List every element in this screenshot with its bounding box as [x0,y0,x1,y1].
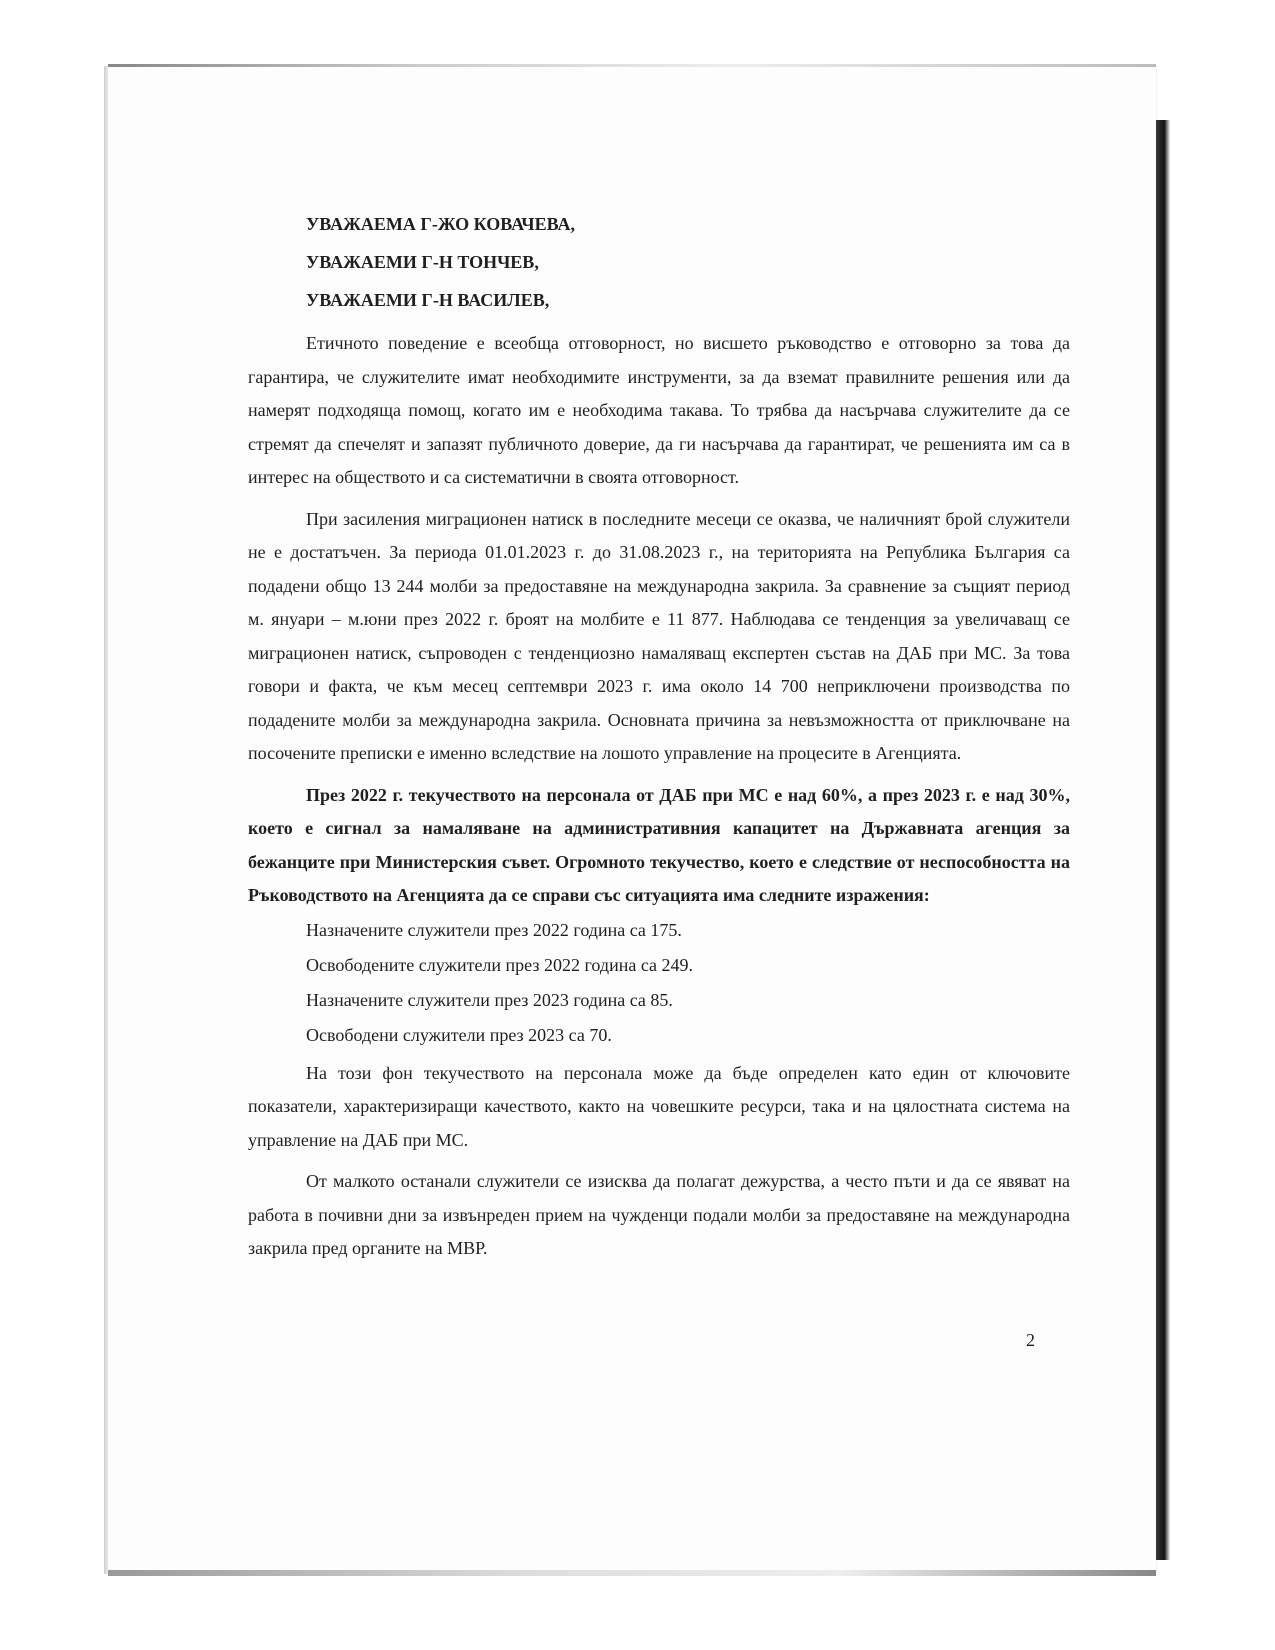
salutation-3: УВАЖАЕМИ Г-Н ВАСИЛЕВ, [306,290,550,310]
salutation-1: УВАЖАЕМА Г-ЖО КОВАЧЕВА, [306,214,575,234]
paragraph-migration: При засиления миграционен натиск в последните месеци се оказва, че наличният брой служители не е достатъчен. За периода 01.01.2023 г. до 31.08.2023 г., на територията на Република България са подадени общо 13 244 молби за предоставяне на международна закрила. За сравнение за същият период м. януари – м.юни през 2022 г. броят на молбите е 11 877. Наблюдава се тенденция за увеличаващ се миграционен натиск, съпроводен с тенденциозно намаляващ експертен състав на ДАБ при МС. За това говори и факта, че към месец септември 2023 г. има около 14 700 неприключени производства по подадените молби за международна закрила. Основната причина за невъзможността от приключване на посочените преписки е именно вследствие на лошото управление на процесите в Агенцията. [248,508,1070,763]
page-bottom-edge [108,1570,1156,1576]
list-item-released-2022: Освободените служители през 2022 година са 249. [306,954,694,975]
page-top-edge [108,64,1156,67]
page-number: 2 [1026,1330,1035,1350]
salutation-2: УВАЖАЕМИ Г-Н ТОНЧЕВ, [306,252,539,272]
paragraph-duties: От малкото останали служители се изисква да полагат дежурства, а често пъти и да се явяват на работа в почивни дни за извънреден прием на чужденци подали молби за предоставяне на международна закрила пред органите на МВР. [248,1171,1070,1258]
paragraph-ethics: Етичното поведение е всеобща отговорност, но висшето ръководство е отговорно за това да гарантира, че служителите имат необходимите инструменти, за да вземат правилните решения или да намерят подходяща помощ, когато им е необходима такава. То трябва да насърчава служителите да се стремят да спечелят и запазят публичното доверие, да ги насърчава да гарантират, че решенията им са в интерес на обществото и са систематични в своята отговорност. [248,333,1070,487]
list-item-released-2023: Освободени служители през 2023 са 70. [306,1024,612,1045]
paragraph-turnover: През 2022 г. текучеството на персонала от ДАБ при МС е над 60%, а през 2023 г. е над 30%, което е сигнал за намаляване на административния капацитет на Държавната агенция за бежанците при Министерския съвет. Огромното текучество, което е следствие от неспособността на Ръководството на Агенцията да се справи със ситуацията има следните изражения: [248,784,1070,905]
letter-body [248,205,1070,1266]
list-item-appointed-2022: Назначените служители през 2022 година са 175. [306,919,682,940]
page-right-edge-shadow [1156,120,1170,1560]
list-item-appointed-2023: Назначените служители през 2023 година са 85. [306,989,673,1010]
paragraph-indicators: На този фон текучеството на персонала може да бъде определен като един от ключовите показатели, характеризиращи качеството, както на човешките ресурси, така и на цялостната система на управление на ДАБ при МС. [248,1062,1070,1150]
